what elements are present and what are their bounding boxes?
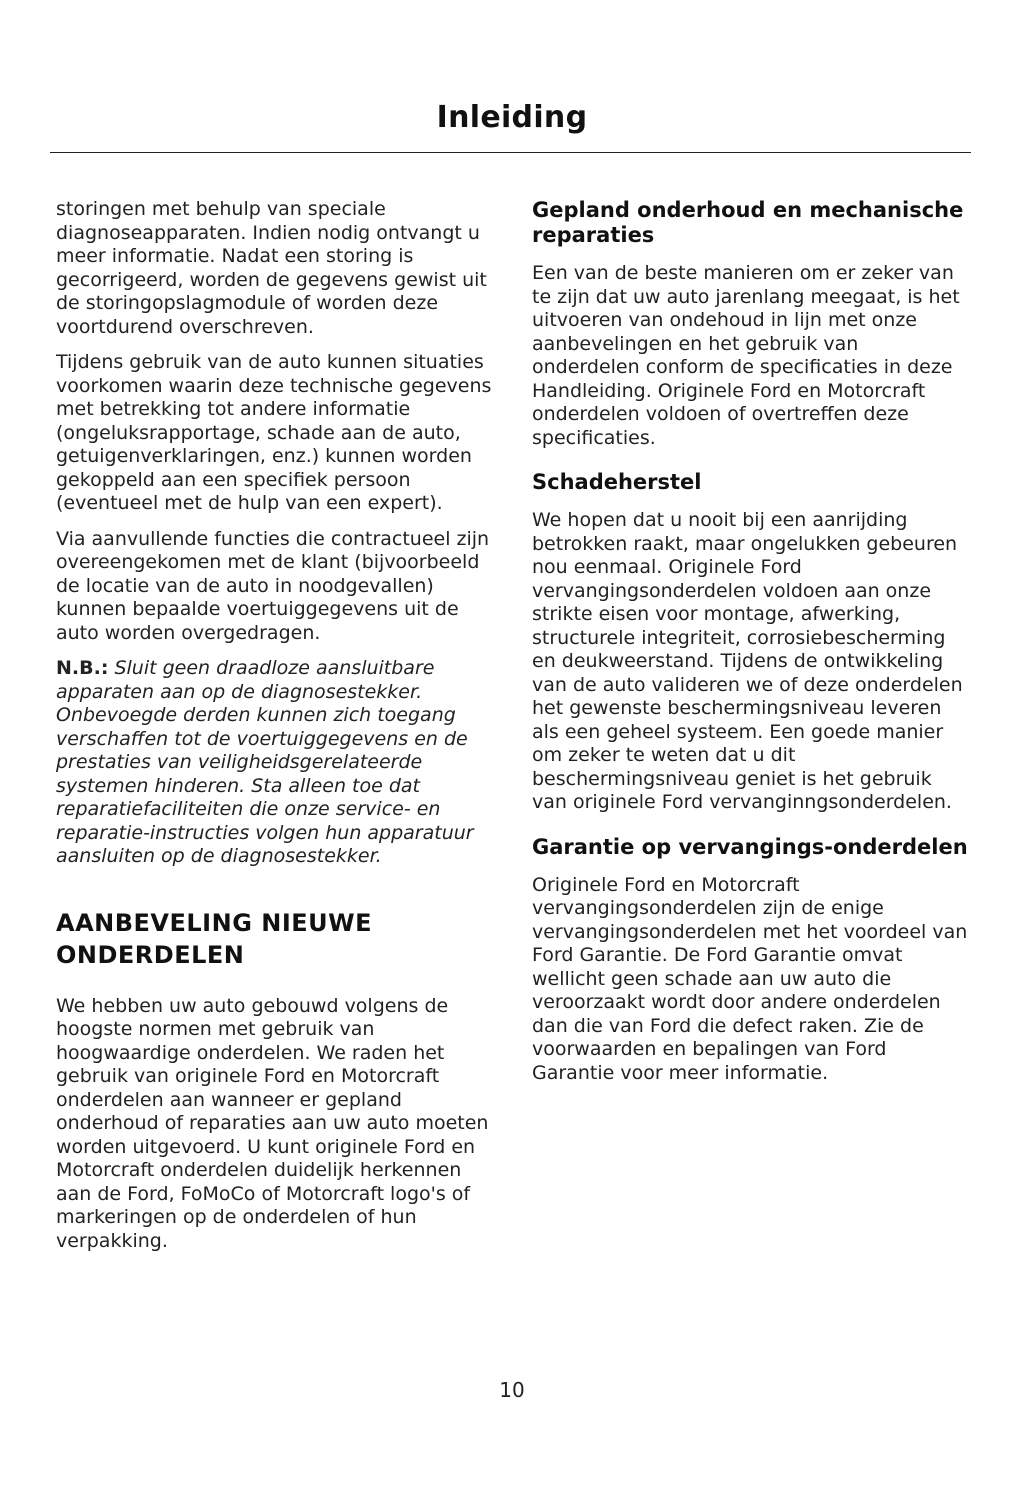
subheading-warranty: Garantie op vervangings-onderdelen xyxy=(532,834,968,859)
page-title: Inleiding xyxy=(436,100,588,135)
section-heading-new-parts: AANBEVELING NIEUWE ONDERDELEN xyxy=(56,908,373,969)
right-column xyxy=(532,198,970,1097)
page-header xyxy=(0,100,1024,135)
subheading-damage-repair: Schadeherstel xyxy=(532,470,702,494)
paragraph-diagnosis: storingen met behulp van speciale diagnoseapparaten. Indien nodig ontvangt u meer informatie. Nadat een storing is gecorrigeerd, worden de gegevens gewist uit de storingopslagmodule of worden deze voortdurend overschreven. xyxy=(56,198,487,338)
page-number: 10 xyxy=(499,1378,525,1402)
paragraph-usage-data: Tijdens gebruik van de auto kunnen situaties voorkomen waarin deze technische gegevens met betrekking tot andere informatie (ongeluksrapportage, schade aan de auto, getuigenverklaringen, enz.) kunnen worden gekoppeld aan een specifiek persoon (eventueel met de hulp van een expert). xyxy=(56,351,492,514)
subheading-maintenance: Gepland onderhoud en mechanische reparaties xyxy=(532,198,964,247)
paragraph-new-parts: We hebben uw auto gebouwd volgens de hoogste normen met gebruik van hoogwaardige onderdelen. We raden het gebruik van originele Ford en Motorcraft onderdelen aan wanneer er gepland onderhoud of reparaties aan uw auto moeten worden uitgevoerd. U kunt originele Ford en Motorcraft onderdelen duidelijk herkennen aan de Ford, FoMoCo of Motorcraft logo's of markeringen op de onderdelen of hun verpakking. xyxy=(56,994,489,1252)
paragraph-maintenance: Een van de beste manieren om er zeker van te zijn dat uw auto jarenlang meegaat, is het uitvoeren van ondehoud in lijn met onze aanbevelingen en het gebruik van onderdelen conform de specificaties in deze Handleiding. Originele Ford en Motorcraft onderdelen voldoen of overtreffen deze specificaties. xyxy=(532,262,960,449)
paragraph-additional-functions: Via aanvullende functies die contractueel zijn overeengekomen met de klant (bijvoorbeeld de locatie van de auto in noodgevallen) kunnen bepaalde voertuiggegevens uit de auto worden overgedragen. xyxy=(56,527,490,644)
note-block xyxy=(56,657,492,869)
paragraph-damage-repair: We hopen dat u nooit bij een aanrijding betrokken raakt, maar ongelukken gebeuren nou eenmaal. Originele Ford vervangingsonderdelen voldoen aan onze strikte eisen voor montage, afwerking, structurele integriteit, corrosiebescherming en deukweerstand. Tijdens de ontwikkeling van de auto valideren we of deze onderdelen het gewenste beschermingsniveau leveren als een geheel systeem. Een goede manier om zeker te weten dat u dit beschermingsniveau geniet is het gebruik van originele Ford vervanginngsonderdelen. xyxy=(532,509,963,813)
header-divider xyxy=(50,152,971,153)
note-label: N.B.: xyxy=(56,657,109,679)
left-column xyxy=(56,198,492,1265)
note-text: Sluit geen draadloze aansluitbare apparaten aan op de diagnosestekker. Onbevoegde derden kunnen zich toegang verschaffen tot de voertuiggegevens en de prestaties van veiligheidsgerelateerde systemen hinderen. Sta alleen toe dat reparatiefaciliteiten die onze service- en reparatie-instructies volgen hun apparatuur aansluiten op de diagnosestekker. xyxy=(56,657,474,867)
paragraph-warranty: Originele Ford en Motorcraft vervangingsonderdelen zijn de enige vervangingsonderdelen met het voordeel van Ford Garantie. De Ford Garantie omvat wellicht geen schade aan uw auto die veroorzaakt wordt door andere onderdelen dan die van Ford die defect raken. Zie de voorwaarden en bepalingen van Ford Garantie voor meer informatie. xyxy=(532,873,968,1084)
